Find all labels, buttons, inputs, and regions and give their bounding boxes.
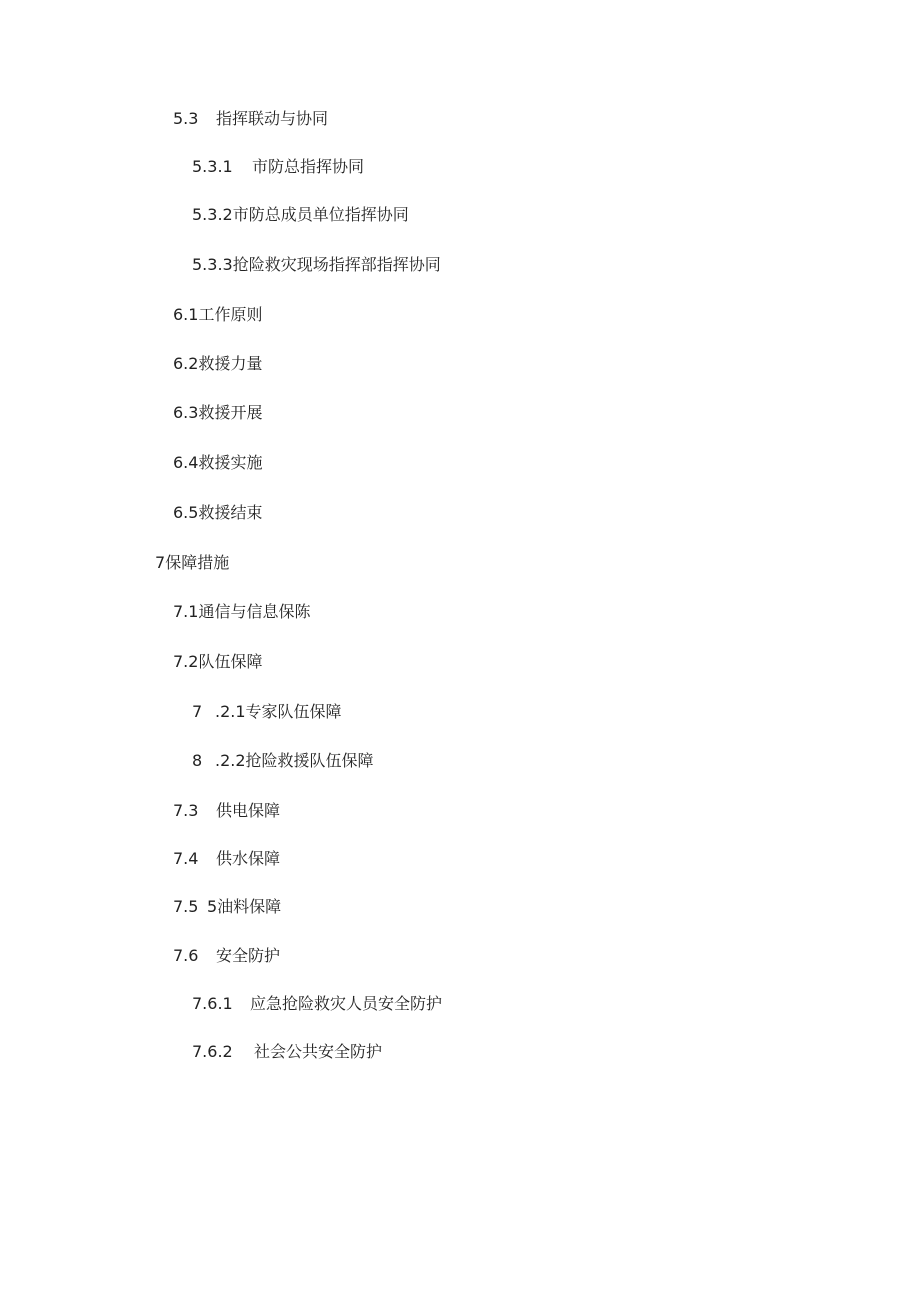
- section-title: 市防总成员单位指挥协同: [232, 205, 409, 224]
- section-title: .2.1专家队伍保障: [215, 702, 342, 721]
- section-title: 工作原则: [198, 305, 263, 324]
- section-number: 8: [192, 751, 203, 770]
- section-title: 供电保障: [216, 801, 281, 820]
- toc-entry: [173, 354, 262, 374]
- toc-entry: [173, 109, 328, 129]
- section-title: 指挥联动与协同: [216, 109, 329, 128]
- section-title: 安全防护: [216, 946, 281, 965]
- toc-entry: [173, 602, 310, 622]
- section-title: 保障措施: [165, 553, 230, 572]
- section-number: 7.6: [173, 946, 199, 965]
- section-number: 5.3: [173, 109, 199, 128]
- section-title: 队伍保障: [198, 652, 263, 671]
- toc-entry: [173, 849, 280, 869]
- section-title: 5油料保障: [207, 897, 282, 916]
- section-title: 救援开展: [198, 403, 263, 422]
- section-number: 6.4: [173, 453, 199, 472]
- section-title: 市防总指挥协同: [252, 157, 365, 176]
- section-number: 7.5: [173, 897, 199, 916]
- section-number: 6.2: [173, 354, 199, 373]
- section-number: 6.3: [173, 403, 199, 422]
- section-number: 7.6.1: [192, 994, 233, 1013]
- toc-entry: [192, 205, 409, 225]
- section-number: 5.3.2: [192, 205, 233, 224]
- section-number: 5.3.3: [192, 255, 233, 274]
- toc-entry: [155, 553, 229, 573]
- toc-entry: [192, 994, 442, 1014]
- toc-entry: [173, 453, 262, 473]
- section-number: 6.1: [173, 305, 199, 324]
- toc-entry: [173, 403, 262, 423]
- section-number: 7: [155, 553, 166, 572]
- toc-entry: [192, 157, 364, 177]
- section-title: 救援结束: [198, 503, 263, 522]
- toc-entry: [173, 305, 262, 325]
- toc-entry: [192, 1042, 382, 1062]
- toc-entry: [173, 946, 280, 966]
- toc-entry: [173, 652, 262, 672]
- section-number: 7.6.2: [192, 1042, 233, 1061]
- section-title: 救援力量: [198, 354, 263, 373]
- section-title: 救援实施: [198, 453, 263, 472]
- section-number: 7.3: [173, 801, 199, 820]
- section-number: 7.2: [173, 652, 199, 671]
- toc-entry: [173, 897, 281, 917]
- section-title: 供水保障: [216, 849, 281, 868]
- toc-entry: [173, 801, 280, 821]
- section-title: .2.2抢险救援队伍保障: [215, 751, 374, 770]
- section-title: 社会公共安全防护: [254, 1042, 383, 1061]
- section-number: 7.4: [173, 849, 199, 868]
- toc-entry: [192, 702, 342, 722]
- toc-entry: [173, 503, 262, 523]
- section-title: 抢险救灾现场指挥部指挥协同: [232, 255, 441, 274]
- toc-entry: [192, 255, 441, 275]
- section-title: 应急抢险救灾人员安全防护: [250, 994, 443, 1013]
- section-number: 6.5: [173, 503, 199, 522]
- toc-entry: [192, 751, 374, 771]
- section-title: 通信与信息保陈: [198, 602, 311, 621]
- section-number: 5.3.1: [192, 157, 233, 176]
- section-number: 7: [192, 702, 203, 721]
- section-number: 7.1: [173, 602, 199, 621]
